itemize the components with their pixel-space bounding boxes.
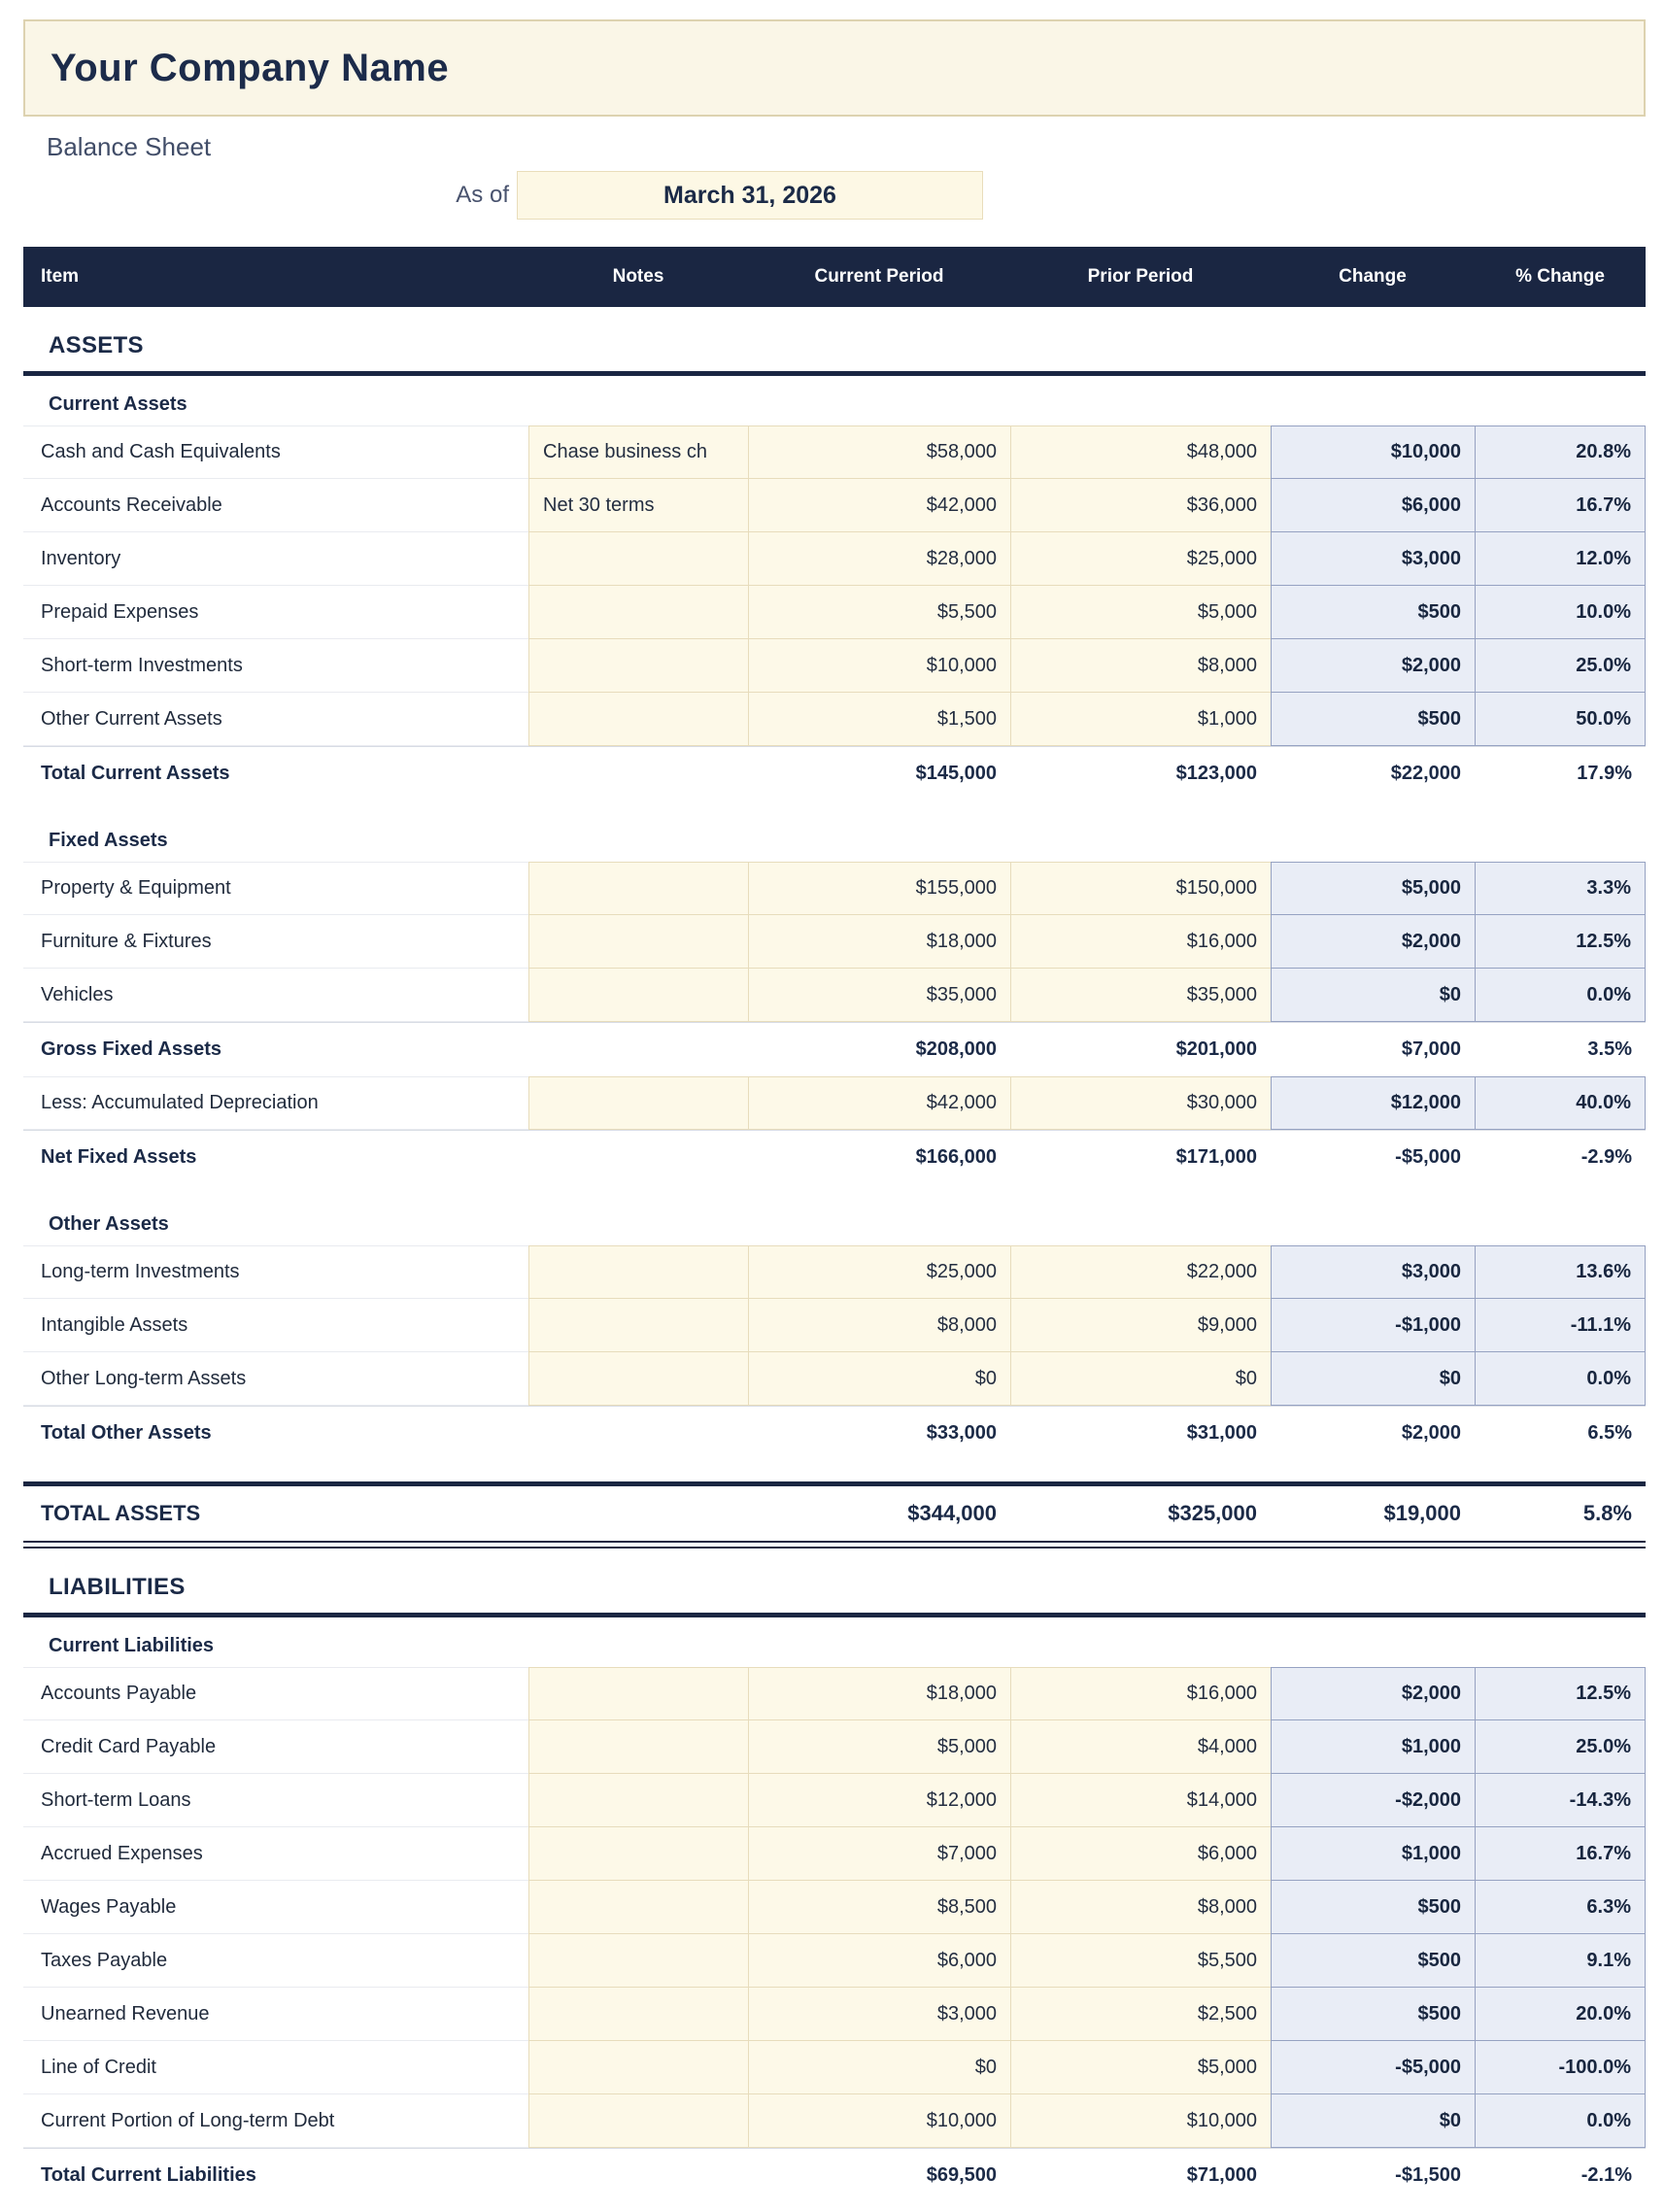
row-item-label: Furniture & Fixtures: [23, 915, 528, 969]
row-item-label: Inventory: [23, 532, 528, 586]
total-row: [23, 2148, 1646, 2202]
change-cell: $0: [1271, 2094, 1475, 2148]
row-item-label: Current Portion of Long-term Debt: [23, 2094, 528, 2148]
prior-period-cell[interactable]: $35,000: [1010, 969, 1271, 1022]
table-row: [23, 1774, 1646, 1827]
pct-change-cell: 12.0%: [1475, 532, 1646, 586]
pct-change-cell: 0.0%: [1475, 969, 1646, 1022]
pct-change-cell: 25.0%: [1475, 639, 1646, 693]
prior-period-cell[interactable]: $6,000: [1010, 1827, 1271, 1881]
subsection-title: Fixed Assets: [49, 830, 168, 851]
company-name: Your Company Name: [51, 46, 450, 89]
row-item-label: Accounts Receivable: [23, 479, 528, 532]
prior-period-cell[interactable]: $16,000: [1010, 1667, 1271, 1720]
prior-period-cell[interactable]: $4,000: [1010, 1720, 1271, 1774]
prior-period-cell[interactable]: $10,000: [1010, 2094, 1271, 2148]
current-period-cell[interactable]: $5,000: [748, 1720, 1010, 1774]
current-period-cell[interactable]: $0: [748, 2041, 1010, 2094]
table-row: [23, 2094, 1646, 2148]
total-row: [23, 1130, 1646, 1184]
section-rule: [23, 371, 1646, 376]
change-cell: -$1,000: [1271, 1299, 1475, 1352]
change-cell: $6,000: [1271, 479, 1475, 532]
current-period-cell[interactable]: $18,000: [748, 915, 1010, 969]
total-label: TOTAL ASSETS: [41, 1501, 201, 1525]
row-item-label: Intangible Assets: [23, 1299, 528, 1352]
row-item-label: Wages Payable: [23, 1881, 528, 1934]
notes-cell[interactable]: [528, 1774, 748, 1827]
pct-change-cell: 12.5%: [1475, 1667, 1646, 1720]
prior-period-cell[interactable]: $8,000: [1010, 1881, 1271, 1934]
notes-cell[interactable]: [528, 1827, 748, 1881]
current-period-cell[interactable]: $58,000: [748, 425, 1010, 479]
total-change-cell: -$1,500: [1395, 2164, 1461, 2186]
prior-period-cell[interactable]: $48,000: [1010, 425, 1271, 479]
change-cell: -$2,000: [1271, 1774, 1475, 1827]
section-title: ASSETS: [49, 332, 144, 358]
grand-total-double-rule: [23, 1541, 1646, 1548]
section-rule: [23, 1613, 1646, 1617]
row-item-label: Less: Accumulated Depreciation: [23, 1076, 528, 1130]
pct-change-cell: 13.6%: [1475, 1245, 1646, 1299]
prior-period-cell[interactable]: $36,000: [1010, 479, 1271, 532]
total-prior-period-cell: $31,000: [1186, 1422, 1257, 1444]
total-notes-cell: [528, 747, 748, 800]
as-of-row: [23, 171, 1646, 220]
change-cell: $500: [1271, 1881, 1475, 1934]
pct-change-cell: 20.0%: [1475, 1988, 1646, 2041]
row-item-label: Other Current Assets: [23, 693, 528, 746]
notes-cell[interactable]: [528, 2041, 748, 2094]
total-notes-cell: [528, 1407, 748, 1460]
row-item-label: Other Long-term Assets: [23, 1352, 528, 1406]
rows-block: [23, 862, 1646, 1022]
prior-period-cell[interactable]: $5,500: [1010, 1934, 1271, 1988]
table-row: [23, 1881, 1646, 1934]
current-period-cell[interactable]: $18,000: [748, 1667, 1010, 1720]
total-change-cell: -$5,000: [1395, 1146, 1461, 1168]
subsection-title: Current Assets: [49, 393, 187, 415]
total-label: Gross Fixed Assets: [41, 1038, 222, 1060]
change-cell: $1,000: [1271, 1720, 1475, 1774]
table-row: [23, 1667, 1646, 1720]
table-row: [23, 1988, 1646, 2041]
table-row: [23, 425, 1646, 479]
change-cell: $0: [1271, 969, 1475, 1022]
pct-change-cell: 25.0%: [1475, 1720, 1646, 1774]
total-current-period-cell: $69,500: [926, 2164, 997, 2186]
total-row: [23, 1022, 1646, 1076]
pct-change-cell: -100.0%: [1475, 2041, 1646, 2094]
total-prior-period-cell: $171,000: [1175, 1146, 1257, 1168]
pct-change-cell: 6.3%: [1475, 1881, 1646, 1934]
notes-cell[interactable]: [528, 1352, 748, 1406]
table-row: [23, 479, 1646, 532]
current-period-cell[interactable]: $8,500: [748, 1881, 1010, 1934]
total-current-period-cell: $145,000: [915, 763, 997, 784]
pct-change-cell: -11.1%: [1475, 1299, 1646, 1352]
total-change-cell: $22,000: [1390, 763, 1461, 784]
change-cell: $3,000: [1271, 1245, 1475, 1299]
change-cell: $2,000: [1271, 915, 1475, 969]
prior-period-cell[interactable]: $1,000: [1010, 693, 1271, 746]
total-change-cell: $2,000: [1401, 1422, 1461, 1444]
current-period-cell[interactable]: $8,000: [748, 1299, 1010, 1352]
notes-cell[interactable]: [528, 1720, 748, 1774]
table-row: [23, 532, 1646, 586]
pct-change-cell: 10.0%: [1475, 586, 1646, 639]
total-current-period-cell: $33,000: [926, 1422, 997, 1444]
change-cell: $500: [1271, 693, 1475, 746]
prior-period-cell[interactable]: $16,000: [1010, 915, 1271, 969]
notes-cell[interactable]: [528, 1881, 748, 1934]
change-cell: $2,000: [1271, 1667, 1475, 1720]
prior-period-cell[interactable]: $150,000: [1010, 862, 1271, 915]
row-item-label: Taxes Payable: [23, 1934, 528, 1988]
table-row: [23, 639, 1646, 693]
current-period-cell[interactable]: $42,000: [748, 1076, 1010, 1130]
total-pct-change-cell: -2.1%: [1580, 2164, 1632, 2186]
row-item-label: Short-term Investments: [23, 639, 528, 693]
total-pct-change-cell: 17.9%: [1577, 763, 1632, 784]
change-cell: $0: [1271, 1352, 1475, 1406]
current-period-cell[interactable]: $7,000: [748, 1827, 1010, 1881]
table-row: [23, 693, 1646, 746]
row-item-label: Property & Equipment: [23, 862, 528, 915]
rows-block: [23, 1245, 1646, 1406]
sheet-body: [23, 332, 1646, 2202]
prior-period-cell[interactable]: $5,000: [1010, 586, 1271, 639]
table-row: [23, 1934, 1646, 1988]
table-row: [23, 1720, 1646, 1774]
total-label: Total Current Liabilities: [41, 2164, 256, 2186]
notes-cell[interactable]: [528, 639, 748, 693]
change-cell: $12,000: [1271, 1076, 1475, 1130]
row-item-label: Unearned Revenue: [23, 1988, 528, 2041]
prior-period-cell[interactable]: $5,000: [1010, 2041, 1271, 2094]
pct-change-cell: 16.7%: [1475, 1827, 1646, 1881]
prior-period-cell[interactable]: $22,000: [1010, 1245, 1271, 1299]
current-period-cell[interactable]: $6,000: [748, 1934, 1010, 1988]
notes-cell[interactable]: Chase business ch: [528, 425, 748, 479]
notes-cell[interactable]: [528, 1076, 748, 1130]
change-cell: $3,000: [1271, 532, 1475, 586]
change-cell: $1,000: [1271, 1827, 1475, 1881]
pct-change-cell: 20.8%: [1475, 425, 1646, 479]
row-item-label: Line of Credit: [23, 2041, 528, 2094]
subsection-title: Other Assets: [49, 1213, 169, 1235]
total-label: Net Fixed Assets: [41, 1146, 197, 1168]
current-period-cell[interactable]: $35,000: [748, 969, 1010, 1022]
change-cell: $500: [1271, 1934, 1475, 1988]
table-row: [23, 1076, 1646, 1130]
prior-period-cell[interactable]: $9,000: [1010, 1299, 1271, 1352]
grand-total-row: [23, 1486, 1646, 1541]
total-change-cell: $19,000: [1383, 1501, 1461, 1525]
current-period-cell[interactable]: $155,000: [748, 862, 1010, 915]
document-title: Balance Sheet: [47, 132, 212, 161]
column-header-pct-change: % Change: [1515, 266, 1605, 287]
table-row: [23, 862, 1646, 915]
total-prior-period-cell: $123,000: [1175, 763, 1257, 784]
total-pct-change-cell: -2.9%: [1580, 1146, 1632, 1168]
balance-sheet-page: [23, 0, 1646, 2202]
notes-cell[interactable]: [528, 1245, 748, 1299]
table-row: [23, 586, 1646, 639]
pct-change-cell: 0.0%: [1475, 1352, 1646, 1406]
notes-cell[interactable]: [528, 1988, 748, 2041]
notes-cell[interactable]: [528, 1934, 748, 1988]
row-item-label: Credit Card Payable: [23, 1720, 528, 1774]
total-current-period-cell: $344,000: [907, 1501, 997, 1525]
table-row: [23, 2041, 1646, 2094]
total-current-period-cell: $208,000: [915, 1038, 997, 1060]
notes-cell[interactable]: [528, 1299, 748, 1352]
notes-cell[interactable]: [528, 969, 748, 1022]
row-item-label: Short-term Loans: [23, 1774, 528, 1827]
pct-change-cell: 0.0%: [1475, 2094, 1646, 2148]
total-prior-period-cell: $71,000: [1186, 2164, 1257, 2186]
row-item-label: Cash and Cash Equivalents: [23, 425, 528, 479]
current-period-cell[interactable]: $10,000: [748, 2094, 1010, 2148]
row-item-label: Accounts Payable: [23, 1667, 528, 1720]
total-notes-cell: [528, 1023, 748, 1076]
pct-change-cell: 12.5%: [1475, 915, 1646, 969]
total-label: Total Current Assets: [41, 763, 230, 784]
current-period-cell[interactable]: $5,500: [748, 586, 1010, 639]
company-name-box: [23, 19, 1646, 117]
prior-period-cell[interactable]: $2,500: [1010, 1988, 1271, 2041]
table-row: [23, 1827, 1646, 1881]
notes-cell[interactable]: [528, 586, 748, 639]
total-prior-period-cell: $325,000: [1168, 1501, 1257, 1525]
total-notes-cell: [528, 2149, 748, 2202]
change-cell: $2,000: [1271, 639, 1475, 693]
pct-change-cell: 40.0%: [1475, 1076, 1646, 1130]
total-prior-period-cell: $201,000: [1175, 1038, 1257, 1060]
subsection-title: Current Liabilities: [49, 1635, 215, 1656]
change-cell: $500: [1271, 586, 1475, 639]
section-title: LIABILITIES: [49, 1574, 186, 1600]
current-period-cell[interactable]: $10,000: [748, 639, 1010, 693]
total-label: Total Other Assets: [41, 1422, 212, 1444]
prior-period-cell[interactable]: $30,000: [1010, 1076, 1271, 1130]
table-row: [23, 1352, 1646, 1406]
column-header-prior-period: Prior Period: [1087, 266, 1194, 287]
rows-block: [23, 1076, 1646, 1130]
current-period-cell[interactable]: $42,000: [748, 479, 1010, 532]
prior-period-cell[interactable]: $0: [1010, 1352, 1271, 1406]
notes-cell[interactable]: [528, 693, 748, 746]
total-pct-change-cell: 6.5%: [1587, 1422, 1632, 1444]
current-period-cell[interactable]: $1,500: [748, 693, 1010, 746]
table-header-row: [23, 247, 1646, 307]
notes-cell[interactable]: [528, 915, 748, 969]
notes-cell[interactable]: [528, 532, 748, 586]
total-pct-change-cell: 5.8%: [1582, 1501, 1632, 1525]
change-cell: -$5,000: [1271, 2041, 1475, 2094]
column-header-notes: Notes: [612, 266, 664, 287]
rows-block: [23, 425, 1646, 746]
row-item-label: Accrued Expenses: [23, 1827, 528, 1881]
column-header-change: Change: [1339, 266, 1407, 287]
total-pct-change-cell: 3.5%: [1587, 1038, 1632, 1060]
prior-period-cell[interactable]: $8,000: [1010, 639, 1271, 693]
row-item-label: Long-term Investments: [23, 1245, 528, 1299]
prior-period-cell[interactable]: $25,000: [1010, 532, 1271, 586]
pct-change-cell: 50.0%: [1475, 693, 1646, 746]
current-period-cell[interactable]: $0: [748, 1352, 1010, 1406]
notes-cell[interactable]: [528, 862, 748, 915]
total-notes-cell: [528, 1131, 748, 1184]
pct-change-cell: -14.3%: [1475, 1774, 1646, 1827]
notes-cell[interactable]: [528, 2094, 748, 2148]
rows-block: [23, 1667, 1646, 2148]
column-header-current-period: Current Period: [814, 266, 944, 287]
pct-change-cell: 3.3%: [1475, 862, 1646, 915]
table-row: [23, 969, 1646, 1022]
current-period-cell[interactable]: $25,000: [748, 1245, 1010, 1299]
pct-change-cell: 9.1%: [1475, 1934, 1646, 1988]
current-period-cell[interactable]: $12,000: [748, 1774, 1010, 1827]
total-notes-cell: [528, 1486, 748, 1541]
row-item-label: Prepaid Expenses: [23, 586, 528, 639]
table-row: [23, 1299, 1646, 1352]
table-row: [23, 915, 1646, 969]
row-item-label: Vehicles: [23, 969, 528, 1022]
current-period-cell[interactable]: $28,000: [748, 532, 1010, 586]
change-cell: $500: [1271, 1988, 1475, 2041]
change-cell: $10,000: [1271, 425, 1475, 479]
notes-cell[interactable]: [528, 1667, 748, 1720]
notes-cell[interactable]: Net 30 terms: [528, 479, 748, 532]
as-of-date-field[interactable]: March 31, 2026: [517, 171, 983, 220]
column-header-item: Item: [41, 266, 80, 287]
table-row: [23, 1245, 1646, 1299]
current-period-cell[interactable]: $3,000: [748, 1988, 1010, 2041]
total-row: [23, 1406, 1646, 1460]
pct-change-cell: 16.7%: [1475, 479, 1646, 532]
prior-period-cell[interactable]: $14,000: [1010, 1774, 1271, 1827]
total-row: [23, 746, 1646, 800]
total-change-cell: $7,000: [1401, 1038, 1461, 1060]
total-current-period-cell: $166,000: [915, 1146, 997, 1168]
change-cell: $5,000: [1271, 862, 1475, 915]
as-of-label: As of: [456, 182, 509, 208]
